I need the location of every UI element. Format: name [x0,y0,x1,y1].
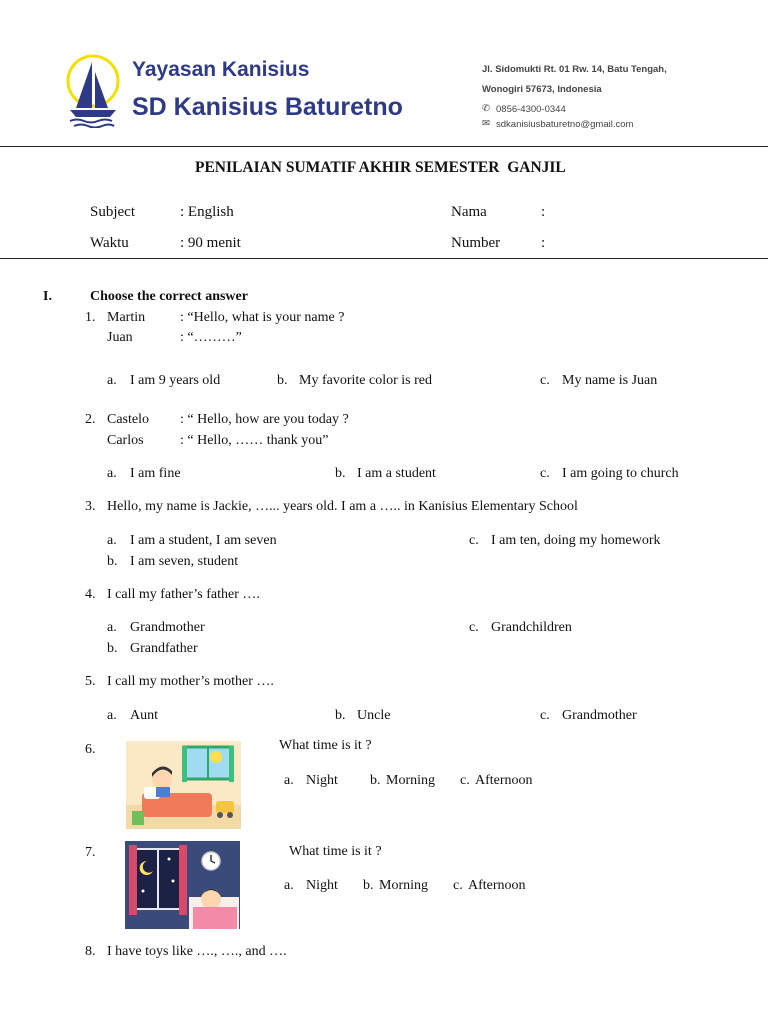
foundation-name: Yayasan Kanisius [132,58,310,81]
option-a: I am fine [130,466,181,481]
address-line-2: Wonogiri 57673, Indonesia [482,84,602,95]
option-b: My favorite color is red [299,373,432,388]
option-b: Morning [379,878,428,893]
phone-number: 0856-4300-0344 [496,104,566,115]
question-number: 1. [85,310,96,325]
question-number: 3. [85,499,96,514]
option-c: Grandmother [562,708,637,723]
subject-label: Subject [90,204,135,220]
option-letter-b: b. [335,708,346,723]
question-text: Hello, my name is Jackie, …... years old. I am a ….. in Kanisius Elementary School [107,499,578,514]
question-text: What time is it ? [289,844,382,859]
option-letter-a: a. [107,466,117,481]
option-a: Grandmother [130,620,205,635]
exam-title: PENILAIAN SUMATIF AKHIR SEMESTER GANJIL [195,159,566,176]
option-b: I am a student [357,466,436,481]
option-letter-b: b. [370,773,381,788]
question-number: 8. [85,944,96,959]
school-logo [62,50,124,128]
option-letter-a: a. [107,708,117,723]
option-a: Aunt [130,708,158,723]
option-letter-c: c. [540,466,550,481]
speaker-name: Juan [107,330,133,345]
option-letter-b: b. [107,554,118,569]
option-letter-b: b. [335,466,346,481]
option-letter-c: c. [540,373,550,388]
school-name: SD Kanisius Baturetno [132,93,403,121]
option-letter-a: a. [107,373,117,388]
option-a: I am a student, I am seven [130,533,277,548]
option-c: Grandchildren [491,620,572,635]
option-letter-b: b. [363,878,374,893]
info-divider [0,258,768,259]
speaker-name: Martin [107,310,146,325]
question-text: What time is it ? [279,738,372,753]
dialogue-line: : “ Hello, …… thank you” [180,433,329,448]
option-c: Afternoon [468,878,526,893]
question-number: 2. [85,412,96,427]
time-value: : 90 menit [180,235,241,251]
option-letter-a: a. [284,773,294,788]
option-letter-c: c. [460,773,470,788]
option-letter-b: b. [107,641,118,656]
header-divider [0,146,768,147]
phone-icon: ✆ [482,103,490,114]
section-heading: Choose the correct answer [90,289,248,304]
option-c: My name is Juan [562,373,658,388]
number-label: Number [451,235,501,251]
question-number: 7. [85,845,96,860]
question-text: I call my father’s father …. [107,587,260,602]
dialogue-line: : “………” [180,330,242,345]
option-c: I am going to church [562,466,679,481]
option-b: Grandfather [130,641,198,656]
email-address: sdkanisiusbaturetno@gmail.com [496,119,634,130]
question-text: I call my mother’s mother …. [107,674,274,689]
option-c: Afternoon [475,773,533,788]
time-label: Waktu [90,235,129,251]
number-value: : [541,235,546,251]
name-value: : [541,204,546,220]
option-a: Night [306,773,338,788]
night-bedroom-illustration [125,841,240,929]
question-number: 5. [85,674,96,689]
morning-bedroom-illustration [126,741,241,829]
subject-value: : English [180,204,234,220]
option-letter-a: a. [284,878,294,893]
speaker-name: Carlos [107,433,144,448]
option-b: Uncle [357,708,391,723]
option-a: Night [306,878,338,893]
option-b: I am seven, student [130,554,239,569]
dialogue-line: : “Hello, what is your name ? [180,310,345,325]
option-a: I am 9 years old [130,373,221,388]
option-letter-b: b. [277,373,288,388]
question-number: 6. [85,742,96,757]
option-c: I am ten, doing my homework [491,533,661,548]
address-line-1: Jl. Sidomukti Rt. 01 Rw. 14, Batu Tengah, [482,64,667,75]
option-letter-a: a. [107,620,117,635]
email-icon: ✉ [482,118,490,129]
speaker-name: Castelo [107,412,149,427]
question-text: I have toys like …., …., and …. [107,944,287,959]
option-letter-c: c. [469,620,479,635]
name-label: Nama [451,204,487,220]
option-letter-c: c. [469,533,479,548]
question-number: 4. [85,587,96,602]
option-letter-c: c. [540,708,550,723]
option-letter-a: a. [107,533,117,548]
option-b: Morning [386,773,435,788]
section-numeral: I. [43,289,52,304]
option-letter-c: c. [453,878,463,893]
dialogue-line: : “ Hello, how are you today ? [180,412,349,427]
